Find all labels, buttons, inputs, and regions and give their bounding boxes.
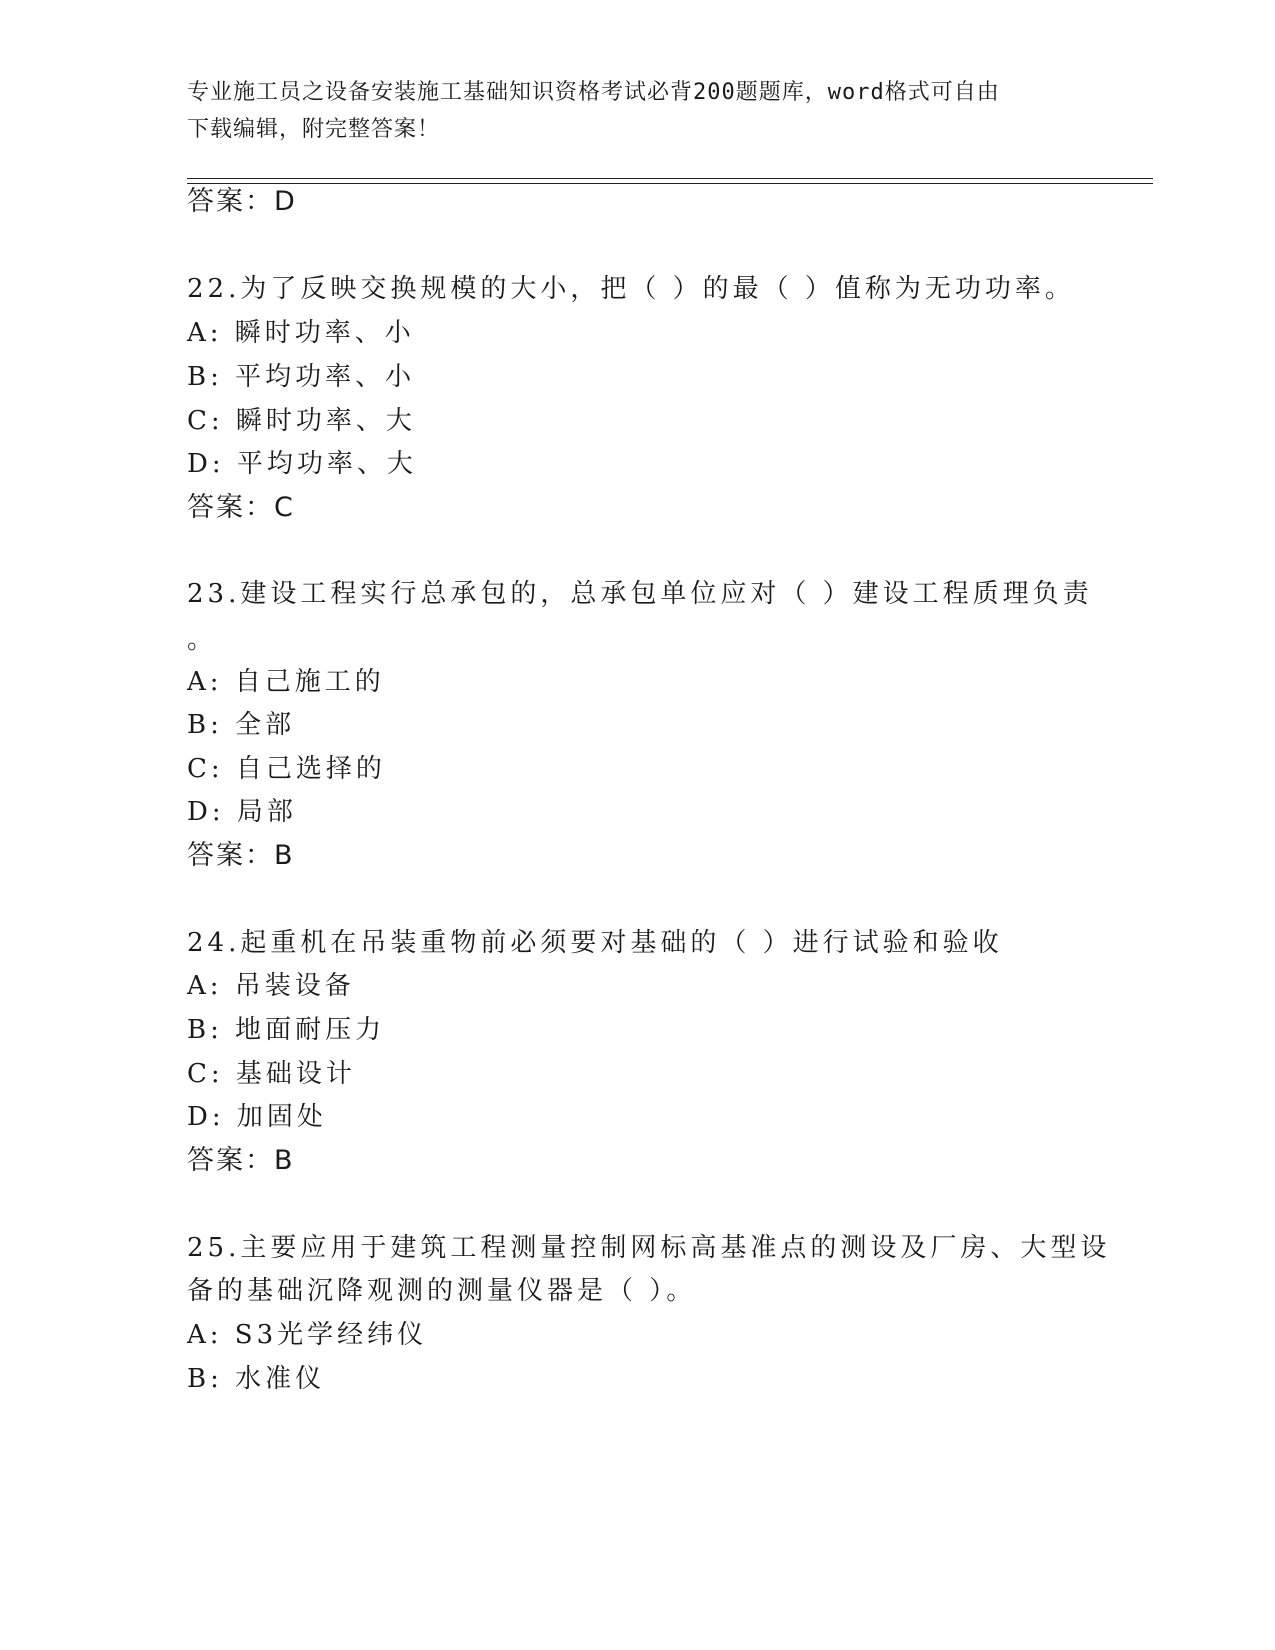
option-d: D: 加固处 [187, 1102, 327, 1132]
header-line-2: 下载编辑，附完整答案！ [187, 117, 441, 142]
answer-value: B [274, 1145, 295, 1176]
document-header [187, 74, 1067, 148]
option-a: A: S3光学经纬仪 [187, 1320, 428, 1350]
question-stem-continuation: 。 [187, 625, 218, 655]
answer-value: B [274, 840, 295, 871]
answer-line [187, 1146, 295, 1176]
option-d: D: 平均功率、大 [187, 449, 417, 479]
option-a: A: 吊装设备 [187, 971, 355, 1001]
option-a: A: 自己施工的 [187, 667, 385, 697]
question-stem: 23.建设工程实行总承包的，总承包单位应对（ ）建设工程质理负责 [187, 579, 1093, 609]
question-stem: 24.起重机在吊装重物前必须要对基础的（ ）进行试验和验收 [187, 928, 1003, 958]
option-c: C: 基础设计 [187, 1059, 356, 1089]
answer-label: 答案： [187, 186, 274, 217]
answer-line [187, 187, 297, 217]
option-c: C: 瞬时功率、大 [187, 406, 416, 436]
option-c: C: 自己选择的 [187, 754, 386, 784]
header-divider-top [187, 178, 1153, 179]
header-divider-bottom [187, 183, 1153, 184]
answer-label: 答案： [187, 1145, 274, 1176]
question-stem-continuation: 备的基础沉降观测的测量仪器是（ ）。 [187, 1276, 697, 1306]
question-stem: 22.为了反映交换规模的大小，把（ ）的最（ ）值称为无功功率。 [187, 274, 1075, 304]
option-a: A: 瞬时功率、小 [187, 318, 415, 348]
answer-label: 答案： [187, 840, 274, 871]
option-d: D: 局部 [187, 797, 297, 827]
question-stem: 25.主要应用于建筑工程测量控制网标高基准点的测设及厂房、大型设 [187, 1233, 1111, 1263]
answer-label: 答案： [187, 492, 274, 523]
header-line-1: 专业施工员之设备安装施工基础知识资格考试必背200题题库，word格式可自由 [187, 80, 1000, 105]
option-b: B: 平均功率、小 [187, 362, 416, 392]
option-b: B: 水准仪 [187, 1364, 326, 1394]
answer-value: C [274, 492, 295, 523]
answer-line [187, 493, 295, 523]
option-b: B: 地面耐压力 [187, 1015, 386, 1045]
answer-line [187, 841, 295, 871]
answer-value: D [274, 186, 297, 217]
option-b: B: 全部 [187, 710, 296, 740]
